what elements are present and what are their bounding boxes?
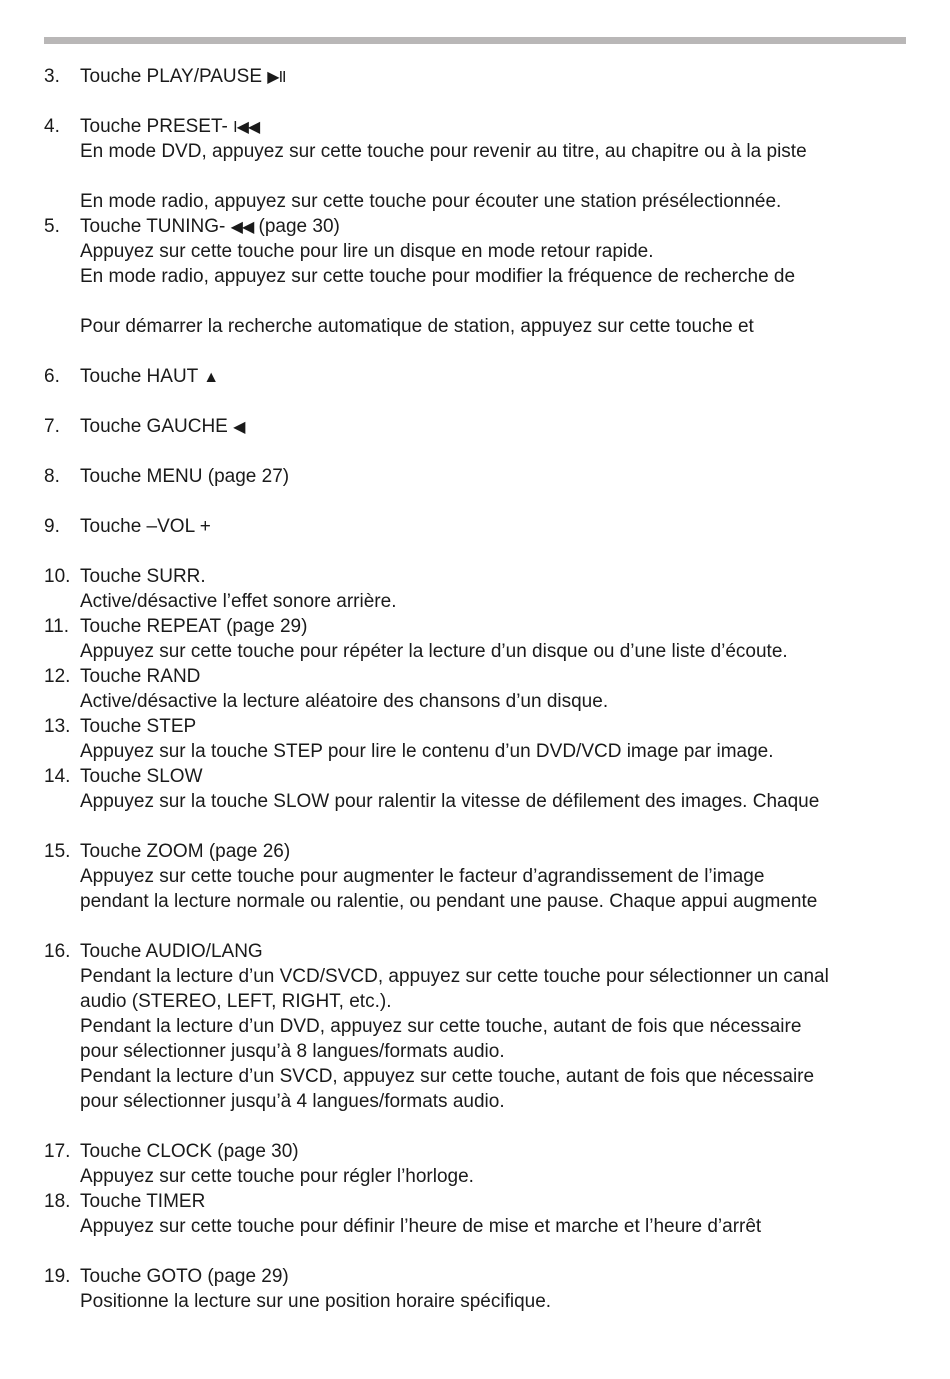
item-title: Touche PLAY/PAUSE — [80, 66, 263, 87]
list-item-heading — [0, 1189, 950, 1214]
item-description-text: Appuyez sur la touche STEP pour lire le contenu d’un DVD/VCD image par image. — [80, 741, 774, 762]
list-item-heading — [0, 514, 950, 539]
item-description-line — [0, 1114, 950, 1139]
item-description-line — [0, 689, 950, 714]
button-description-list — [0, 64, 950, 1314]
item-title: Touche TIMER — [80, 1191, 206, 1212]
item-title-line — [80, 514, 211, 539]
item-description-line — [0, 264, 950, 289]
item-description-line — [0, 1214, 950, 1239]
item-title-line — [80, 664, 200, 689]
item-title-line — [80, 1189, 205, 1214]
item-number: 4. — [44, 116, 60, 137]
button-symbol-icon: ▶II — [267, 69, 286, 86]
item-title-line — [80, 939, 263, 964]
item-number: 18. — [44, 1191, 71, 1212]
page-reference: (page 30) — [258, 216, 340, 237]
item-description-line — [0, 1064, 950, 1089]
item-description-line — [0, 914, 950, 939]
item-description-text: Pendant la lecture d’un DVD, appuyez sur cette touche, autant de fois que nécessaire — [80, 1016, 802, 1037]
item-description-line — [0, 314, 950, 339]
item-description-line — [0, 589, 950, 614]
item-description-text: Active/désactive la lecture aléatoire des chansons d’un disque. — [80, 691, 609, 712]
item-number: 11. — [44, 616, 70, 637]
item-number: 6. — [44, 366, 60, 387]
button-symbol-icon: ◀◀ — [230, 219, 254, 236]
item-title-line — [80, 64, 286, 90]
list-item-heading — [0, 564, 950, 589]
item-description-text: Appuyez sur cette touche pour régler l’horloge. — [80, 1166, 474, 1187]
item-description-text: Appuyez sur cette touche pour répéter la lecture d’un disque ou d’une liste d’écoute. — [80, 641, 788, 662]
item-title-line — [80, 364, 218, 390]
item-description-line — [0, 1014, 950, 1039]
item-title-line — [80, 564, 206, 589]
item-title: Touche ZOOM (page 26) — [80, 841, 291, 862]
item-title-line — [80, 414, 244, 440]
item-description-line — [0, 789, 950, 814]
item-description-line — [0, 639, 950, 664]
item-description-text: Appuyez sur cette touche pour augmenter le facteur d’agrandissement de l’image — [80, 866, 765, 887]
item-title-line — [80, 464, 289, 489]
list-item-heading — [0, 839, 950, 864]
item-description-line — [0, 289, 950, 314]
item-title: Touche GAUCHE — [80, 416, 228, 437]
list-item-heading — [0, 614, 950, 639]
item-number: 14. — [44, 766, 71, 787]
item-description-line — [0, 1289, 950, 1314]
item-title-line — [80, 614, 307, 639]
item-number: 15. — [44, 841, 71, 862]
item-number: 8. — [44, 466, 60, 487]
item-number: 17. — [44, 1141, 71, 1162]
item-description-text: En mode DVD, appuyez sur cette touche pour revenir au titre, au chapitre ou à la piste — [80, 141, 807, 162]
item-number: 16. — [44, 941, 71, 962]
list-item-heading — [0, 364, 950, 389]
item-description-line — [0, 739, 950, 764]
item-title-line — [80, 714, 196, 739]
item-description-line — [0, 164, 950, 189]
item-number: 13. — [44, 716, 71, 737]
item-description-line — [0, 239, 950, 264]
list-item-heading — [0, 714, 950, 739]
item-description-text: Positionne la lecture sur une position horaire spécifique. — [80, 1291, 552, 1312]
item-description-line — [0, 1089, 950, 1114]
item-title-line — [80, 1139, 299, 1164]
item-title: Touche SLOW — [80, 766, 203, 787]
item-description-text: En mode radio, appuyez sur cette touche pour modifier la fréquence de recherche de — [80, 266, 796, 287]
item-description-line — [0, 1039, 950, 1064]
item-description-text: Pendant la lecture d’un VCD/SVCD, appuyez sur cette touche pour sélectionner un canal — [80, 966, 829, 987]
item-title: Touche –VOL + — [80, 516, 211, 537]
button-symbol-icon: ◀ — [233, 419, 245, 436]
list-item-heading — [0, 764, 950, 789]
item-description-line — [0, 539, 950, 564]
item-description-text: Pendant la lecture d’un SVCD, appuyez sur cette touche, autant de fois que nécessaire — [80, 1066, 815, 1087]
item-title: Touche HAUT — [80, 366, 198, 387]
item-number: 12. — [44, 666, 71, 687]
item-description-line — [0, 889, 950, 914]
item-number: 10. — [44, 566, 71, 587]
item-number: 3. — [44, 66, 60, 87]
item-description-text: En mode radio, appuyez sur cette touche pour écouter une station présélectionnée. — [80, 191, 782, 212]
item-title-line — [80, 1264, 289, 1289]
item-title: Touche REPEAT (page 29) — [80, 616, 308, 637]
item-title: Touche AUDIO/LANG — [80, 941, 263, 962]
item-number: 7. — [44, 416, 60, 437]
list-item-heading — [0, 1139, 950, 1164]
list-item-heading — [0, 464, 950, 489]
list-item-heading — [0, 939, 950, 964]
list-item-heading — [0, 414, 950, 439]
item-description-line — [0, 989, 950, 1014]
list-item-heading — [0, 114, 950, 139]
item-description-text: Active/désactive l’effet sonore arrière. — [80, 591, 397, 612]
item-description-line — [0, 814, 950, 839]
item-title-line — [80, 839, 290, 864]
item-title-line — [80, 764, 203, 789]
item-description-line — [0, 489, 950, 514]
item-description-line — [0, 439, 950, 464]
button-symbol-icon: I◀◀ — [233, 119, 260, 136]
item-description-text: pour sélectionner jusqu’à 4 langues/formats audio. — [80, 1091, 505, 1112]
item-title: Touche TUNING- — [80, 216, 226, 237]
item-description-text: Pour démarrer la recherche automatique de station, appuyez sur cette touche et — [80, 316, 754, 337]
item-number: 19. — [44, 1266, 71, 1287]
item-title: Touche GOTO (page 29) — [80, 1266, 289, 1287]
item-description-line — [0, 964, 950, 989]
item-description-line — [0, 89, 950, 114]
item-description-line — [0, 389, 950, 414]
item-title: Touche SURR. — [80, 566, 206, 587]
item-description-line — [0, 139, 950, 164]
header-rule — [44, 37, 906, 44]
item-description-text: audio (STEREO, LEFT, RIGHT, etc.). — [80, 991, 392, 1012]
list-item-heading — [0, 1264, 950, 1289]
item-number: 5. — [44, 216, 60, 237]
item-title: Touche CLOCK (page 30) — [80, 1141, 299, 1162]
item-description-line — [0, 1239, 950, 1264]
item-title: Touche STEP — [80, 716, 197, 737]
item-title-line — [80, 214, 340, 240]
item-description-text: pour sélectionner jusqu’à 8 langues/formats audio. — [80, 1041, 505, 1062]
item-title-line — [80, 114, 259, 140]
item-title: Touche RAND — [80, 666, 201, 687]
item-number: 9. — [44, 516, 60, 537]
item-title: Touche MENU (page 27) — [80, 466, 290, 487]
list-item-heading — [0, 214, 950, 239]
item-description-line — [0, 1164, 950, 1189]
item-description-line — [0, 339, 950, 364]
item-description-line — [0, 189, 950, 214]
item-description-text: pendant la lecture normale ou ralentie, ou pendant une pause. Chaque appui augmente — [80, 891, 818, 912]
list-item-heading — [0, 664, 950, 689]
button-symbol-icon: ▲ — [203, 369, 219, 386]
item-title: Touche PRESET- — [80, 116, 228, 137]
list-item-heading — [0, 64, 950, 89]
item-description-line — [0, 864, 950, 889]
item-description-text: Appuyez sur la touche SLOW pour ralentir la vitesse de défilement des images. Chaque — [80, 791, 820, 812]
item-description-text: Appuyez sur cette touche pour lire un disque en mode retour rapide. — [80, 241, 654, 262]
item-description-text: Appuyez sur cette touche pour définir l’heure de mise et marche et l’heure d’arrêt — [80, 1216, 762, 1237]
